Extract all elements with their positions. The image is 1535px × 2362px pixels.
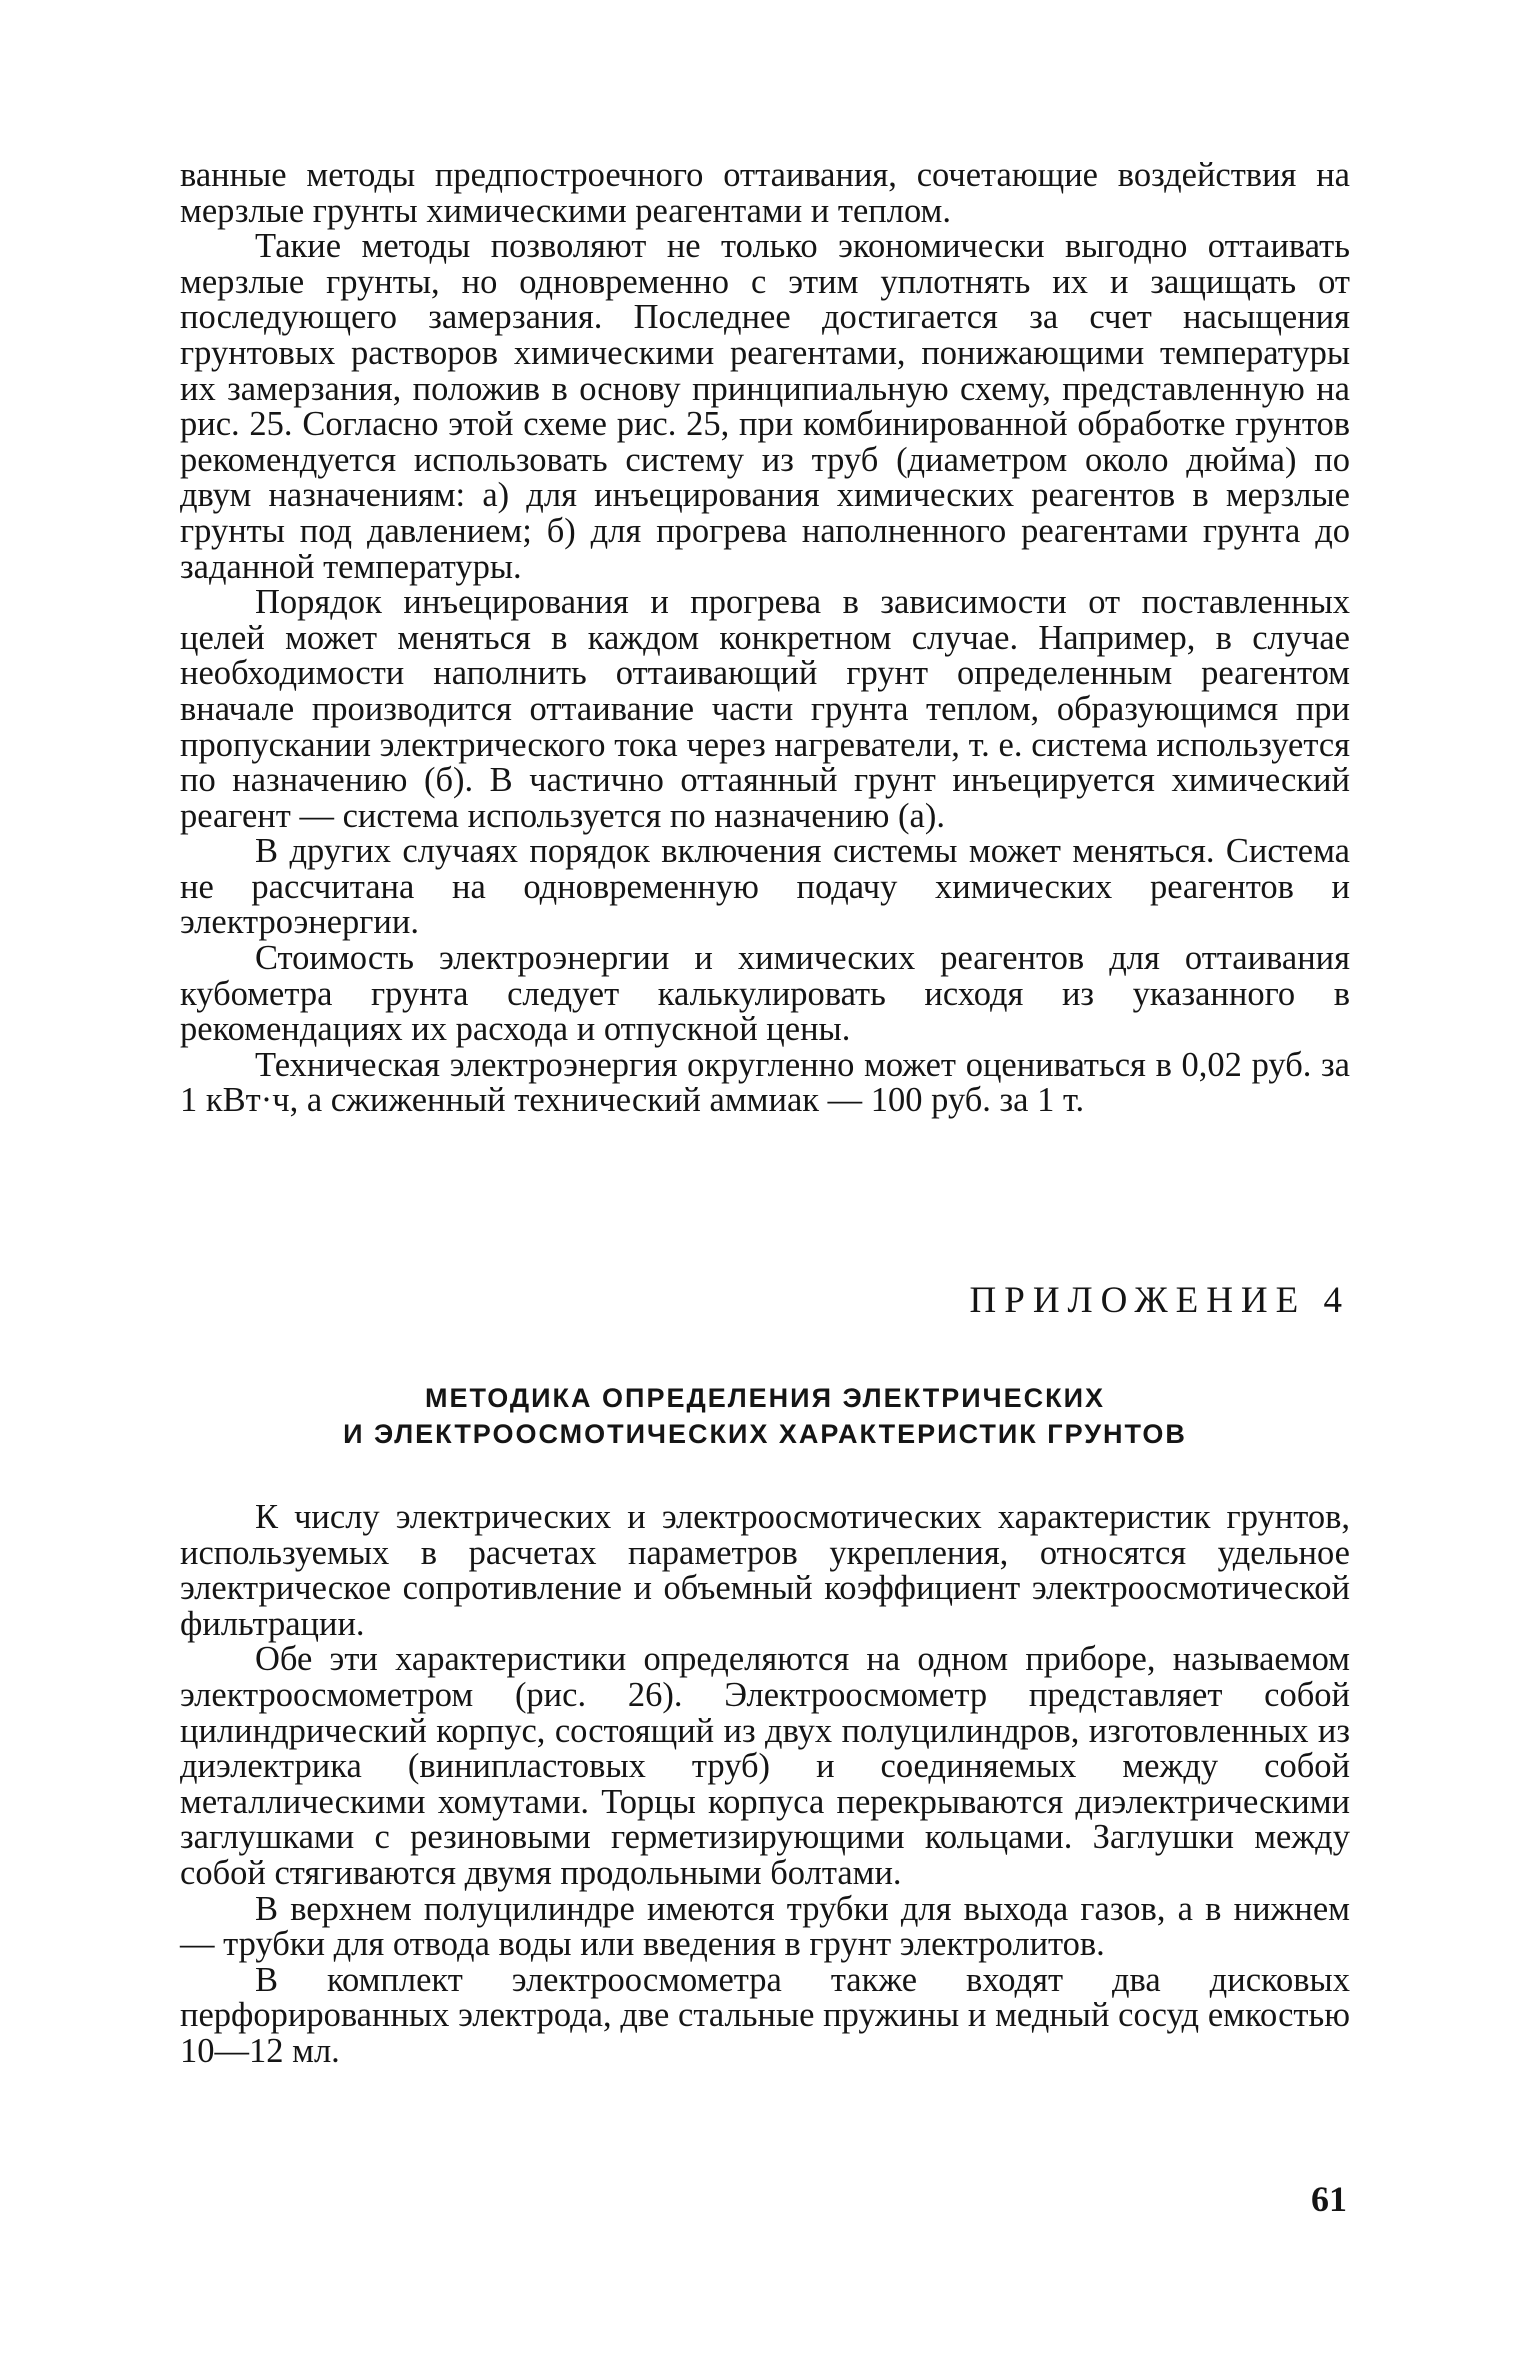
section-title xyxy=(180,1380,1350,1452)
appendix-label: ПРИЛОЖЕНИЕ 4 xyxy=(969,1280,1350,1322)
page-body xyxy=(180,158,1350,2070)
paragraph: В других случаях порядок включения системы может меняться. Система не рассчитана на одновременную подачу химических реагентов и электроэнергии. xyxy=(180,832,1350,942)
paragraph: Стоимость электроэнергии и химических реагентов для оттаивания кубометра грунта следует калькулировать исходя из указанного в рекомендациях их расхода и отпускной цены. xyxy=(180,939,1350,1049)
paragraph: Такие методы позволяют не только экономически выгодно оттаивать мерзлые грунты, но одновременно с этим уплотнять их и защищать от последующего замерзания. Последнее достигается за счет насыщения грунтовых растворов химическими реагентами, понижающими температуры их замерзания, положив в основу принципиальную схему, представленную на рис. 25. Согласно этой схеме рис. 25, при комбинированной обработке грунтов рекомендуется использовать систему из труб (диаметром около дюйма) по двум назначениям: а) для инъецирования химических реагентов в мерзлые грунты под давлением; б) для прогрева наполненного реагентами грунта до заданной температуры. xyxy=(180,227,1350,586)
paragraph: В верхнем полуцилиндре имеются трубки для выхода газов, а в нижнем — трубки для отвода воды или введения в грунт электролитов. xyxy=(180,1889,1350,1964)
paragraph: В комплект электроосмометра также входят два дисковых перфорированных электрода, две стальные пружины и медный сосуд емкостью 10—12 мл. xyxy=(180,1960,1350,2070)
paragraph: Порядок инъецирования и прогрева в зависимости от поставленных целей может меняться в каждом конкретном случае. Например, в случае необходимости наполнить оттаивающий грунт определенным реагентом вначале производится оттаивание части грунта теплом, образующимся при пропускании электрического тока через нагреватели, т. е. система используется по назначению (б). В частично оттаянный грунт инъецируется химический реагент — система используется по назначению (а). xyxy=(180,583,1350,835)
paragraph: К числу электрических и электроосмотических характеристик грунтов, используемых в расчетах параметров укрепления, относятся удельное электрическое сопротивление и объемный коэффициент электроосмотической фильтрации. xyxy=(180,1498,1350,1643)
paragraph: Техническая электроэнергия округленно может оцениваться в 0,02 руб. за 1 кВт·ч, а сжиженный технический аммиак — 100 руб. за 1 т. xyxy=(180,1045,1350,1120)
paragraph: Обе эти характеристики определяются на одном приборе, называемом электроосмометром (рис. 26). Электроосмометр представляет собой цилиндрический корпус, состоящий из двух полуцилиндров, изготовленных из диэлектрика (винипластовых труб) и соединяемых между собой металлическими хомутами. Торцы корпуса перекрываются диэлектрическими заглушками с резиновыми герметизирующими кольцами. Заглушки между собой стягиваются двумя продольными болтами. xyxy=(180,1640,1350,1892)
page-number: 61 xyxy=(1311,2179,1347,2219)
paragraph-continued: ванные методы предпостроечного оттаивания, сочетающие воздействия на мерзлые грунты химическими реагентами и теплом. xyxy=(180,156,1350,230)
section-title-line: И ЭЛЕКТРООСМОТИЧЕСКИХ ХАРАКТЕРИСТИК ГРУНТОВ xyxy=(343,1419,1187,1450)
section-title-line: МЕТОДИКА ОПРЕДЕЛЕНИЯ ЭЛЕКТРИЧЕСКИХ xyxy=(424,1383,1106,1414)
